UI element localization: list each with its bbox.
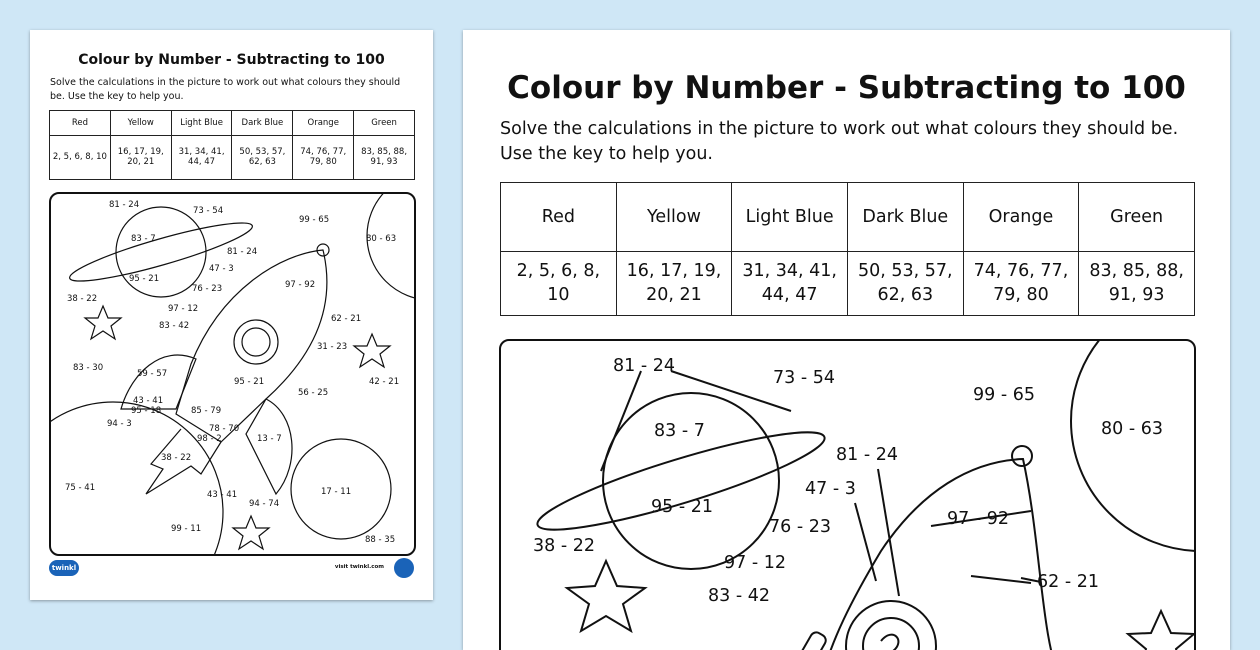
calc-label: 95 - 21 — [234, 377, 265, 387]
calc-label: 42 - 21 — [369, 377, 400, 387]
calc-label: 17 - 11 — [321, 487, 352, 497]
calc-label: 43 - 41 — [133, 396, 164, 406]
calc-label: 94 - 74 — [249, 499, 280, 509]
calc-label: 95 - 21 — [651, 497, 713, 517]
calc-label: 80 - 63 — [1101, 419, 1163, 439]
quality-badge-icon — [394, 558, 414, 578]
calc-label: 99 - 65 — [973, 385, 1035, 405]
calc-label: 59 - 57 — [137, 369, 168, 379]
key-colour-red: Red — [50, 111, 111, 136]
colour-key-table — [49, 110, 415, 180]
key-numbers-red: 2, 5, 6, 8, 10 — [501, 252, 617, 316]
calc-label: 83 - 7 — [131, 234, 156, 244]
calc-label: 97 - 12 — [168, 304, 199, 314]
rocket-body — [821, 459, 1061, 650]
worksheet-thumbnail — [30, 30, 433, 600]
footer — [49, 558, 414, 582]
key-numbers-dark-blue: 50, 53, 57, 62, 63 — [232, 135, 293, 179]
calc-label: 73 - 54 — [193, 206, 224, 216]
calc-label: 99 - 11 — [171, 524, 202, 534]
key-numbers-orange: 74, 76, 77, 79, 80 — [963, 252, 1079, 316]
star-left — [85, 306, 121, 339]
page-title: Colour by Number - Subtracting to 100 — [507, 70, 1186, 106]
key-colour-orange: Orange — [963, 183, 1079, 252]
planet-top-right — [1071, 341, 1194, 551]
calc-label: 43 - 41 — [207, 490, 238, 500]
rocket-window-outer — [846, 601, 936, 650]
key-colour-light-blue: Light Blue — [732, 183, 848, 252]
instructions: Solve the calculations in the picture to work out what colours they should be. Use the key to help you. — [500, 119, 1179, 165]
calc-label: 81 - 24 — [109, 200, 140, 210]
star-right — [354, 334, 390, 367]
calc-label: 62 - 21 — [1037, 572, 1099, 592]
calc-label: 88 - 35 — [365, 535, 396, 545]
key-numbers-yellow: 16, 17, 19, 20, 21 — [616, 252, 732, 316]
calc-label: 47 - 3 — [805, 479, 856, 499]
pointer-line — [855, 503, 876, 581]
calc-label: 62 - 21 — [331, 314, 362, 324]
calc-label: 78 - 70 — [209, 424, 240, 434]
key-colour-light-blue: Light Blue — [171, 111, 232, 136]
key-colour-orange: Orange — [293, 111, 354, 136]
star-left — [567, 561, 645, 631]
star-bottom — [233, 516, 269, 549]
rocket-window-inner — [242, 328, 270, 356]
calc-label: 83 - 42 — [159, 321, 190, 331]
key-numbers-green: 83, 85, 88, 91, 93 — [354, 135, 415, 179]
calc-label: 73 - 54 — [773, 368, 835, 388]
key-numbers-green: 83, 85, 88, 91, 93 — [1079, 252, 1195, 316]
calc-label: 38 - 22 — [533, 536, 595, 556]
calc-label: 38 - 22 — [161, 453, 192, 463]
key-colour-red: Red — [501, 183, 617, 252]
worksheet-zoomed — [463, 30, 1230, 650]
pointer-line — [601, 371, 641, 471]
planet-top-right — [367, 194, 414, 300]
calc-label: 81 - 24 — [836, 445, 898, 465]
key-numbers-dark-blue: 50, 53, 57, 62, 63 — [847, 252, 963, 316]
calc-label: 95 - 21 — [129, 274, 160, 284]
calc-label: 47 - 3 — [209, 264, 234, 274]
calc-label: 83 - 42 — [708, 586, 770, 606]
rocket-window-swirl — [881, 635, 903, 650]
calc-label: 38 - 22 — [67, 294, 98, 304]
calc-label: 97 - 92 — [947, 509, 1009, 529]
calc-label: 76 - 23 — [769, 517, 831, 537]
calc-label: 13 - 7 — [257, 434, 282, 444]
colouring-picture — [49, 192, 416, 556]
key-colour-dark-blue: Dark Blue — [847, 183, 963, 252]
saturn-planet — [603, 393, 779, 569]
key-numbers-light-blue: 31, 34, 41, 44, 47 — [171, 135, 232, 179]
calc-label: 85 - 79 — [191, 406, 222, 416]
rocket-window-outer — [234, 320, 278, 364]
colouring-picture — [499, 339, 1196, 650]
colour-key-table — [500, 182, 1195, 316]
key-colour-green: Green — [1079, 183, 1195, 252]
calc-label: 76 - 23 — [192, 284, 223, 294]
calc-label: 81 - 24 — [613, 356, 675, 376]
calc-label: 31 - 23 — [317, 342, 348, 352]
calc-label: 95 - 18 — [131, 406, 162, 416]
key-numbers-orange: 74, 76, 77, 79, 80 — [293, 135, 354, 179]
calc-label: 97 - 12 — [724, 553, 786, 573]
calc-label: 94 - 3 — [107, 419, 132, 429]
calc-label: 97 - 92 — [285, 280, 316, 290]
calc-label: 98 - 2 — [197, 434, 222, 444]
rocket-band-line — [971, 576, 1031, 583]
key-numbers-light-blue: 31, 34, 41, 44, 47 — [732, 252, 848, 316]
pointer-line — [878, 469, 899, 596]
key-numbers-red: 2, 5, 6, 8, 10 — [50, 135, 111, 179]
page-title: Colour by Number - Subtracting to 100 — [78, 52, 385, 68]
calc-label: 99 - 65 — [299, 215, 330, 225]
twinkl-logo: twinkl — [49, 560, 79, 576]
calc-label: 80 - 63 — [366, 234, 397, 244]
key-colour-green: Green — [354, 111, 415, 136]
rocket-side-port — [790, 630, 828, 650]
calc-label: 83 - 7 — [654, 421, 705, 441]
calc-label: 83 - 30 — [73, 363, 104, 373]
key-colour-yellow: Yellow — [110, 111, 171, 136]
calc-label: 75 - 41 — [65, 483, 96, 493]
rocket-nose-knob — [1012, 446, 1032, 466]
instructions: Solve the calculations in the picture to work out what colours they should be. Use the key to help you. — [50, 77, 401, 102]
calc-label: 81 - 24 — [227, 247, 258, 257]
key-colour-dark-blue: Dark Blue — [232, 111, 293, 136]
rocket-right-fin — [246, 399, 292, 494]
star-right — [1128, 611, 1194, 650]
footer-url: visit twinkl.com — [334, 564, 384, 570]
calc-label: 56 - 25 — [298, 388, 329, 398]
key-colour-yellow: Yellow — [616, 183, 732, 252]
key-numbers-yellow: 16, 17, 19, 20, 21 — [110, 135, 171, 179]
